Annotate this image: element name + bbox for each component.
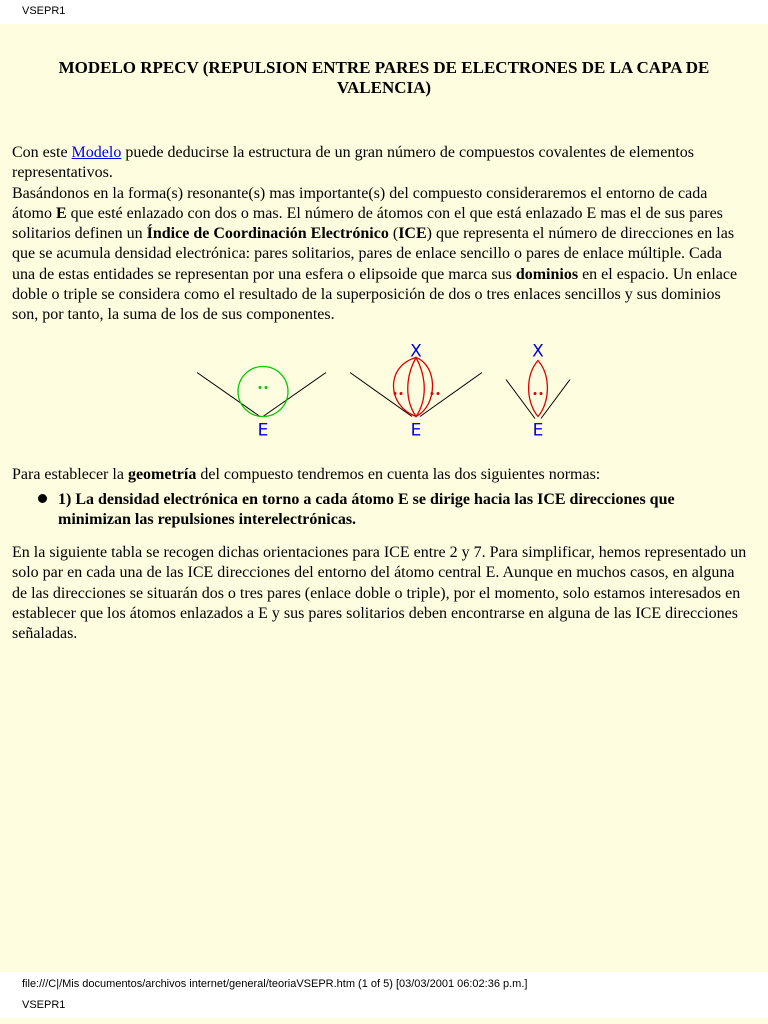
bond-line-left [350, 373, 412, 417]
body-text: del compuesto tendremos en cuenta las dos siguientes normas: [196, 466, 601, 483]
page-title: MODELO RPECV (REPULSION ENTRE PARES DE ELECTRONES DE LA CAPA DE VALENCIA) [58, 58, 710, 97]
domain-diagram [190, 341, 580, 439]
double-bond-domain-figure [350, 342, 482, 440]
lone-pair-sphere [238, 367, 288, 417]
bond-line-right [263, 373, 326, 417]
intro-paragraph [12, 143, 747, 326]
ice-term: ICE [398, 225, 427, 243]
body-text: ( [388, 225, 399, 243]
atom-e-label: E [410, 420, 422, 439]
bond-line-right [420, 373, 482, 417]
electron-dot [437, 392, 440, 395]
electron-dot [400, 392, 403, 395]
atom-e-label: E [532, 420, 544, 439]
bond-domain [529, 361, 548, 417]
list-bullet [38, 494, 47, 503]
body-text: ) que representa el número de direcciones en las que se acumula densidad electrónica: pares solitarios, pares de enlace sencillo o pares de enlace múltiple. Cada una de estas entidades se representan por una esfera o elipsoide que marca sus [12, 225, 735, 283]
atom-e-label: E [257, 420, 269, 439]
bond-line-left [197, 373, 260, 417]
body-text: que esté enlazado con dos o mas. El número de átomos con el que está enlazado E mas el de sus pares solitarios definen un [12, 204, 723, 243]
electron-dot [394, 392, 397, 395]
intro-text-cont: puede deducirse la estructura de un gran número de compuestos covalentes de elementos representativos. [12, 144, 695, 182]
dominios-term: dominios [515, 265, 579, 283]
print-footer-path: file:///C|/Mis documentos/archivos internet/general/teoriaVSEPR.htm (1 of 5) [03/03/2001 06:02:36 p.m.] [22, 978, 528, 990]
body-text: Basándonos en la forma(s) resonante(s) mas importante(s) del compuesto consideraremos el entorno de cada átomo [12, 184, 708, 222]
atom-x-label: X [532, 341, 544, 362]
geometria-term: geometría [127, 466, 197, 483]
bond-line-right [541, 380, 570, 419]
body-text: en el espacio. Un enlace doble o triple se considera como el resultado de la superposición de dos o tres enlaces sencillos y sus dominios son, por tanto, la suma de los de sus componentes. [12, 265, 738, 324]
document-page [0, 24, 768, 972]
rule-1-item: 1) La densidad electrónica en torno a cada átomo E se dirige hacia las ICE direcciones que minimizan las repulsiones interelectrónicas. [58, 491, 675, 529]
electron-dot [265, 386, 268, 389]
single-bond-domain-figure [506, 342, 570, 440]
electron-dot [540, 392, 543, 395]
print-header-title: VSEPR1 [22, 5, 66, 17]
electron-dot [259, 386, 262, 389]
bond-line-left [506, 380, 535, 419]
ice-term-full: Índice de Coordinación Electrónico [146, 225, 389, 243]
next-page-header-title: VSEPR1 [22, 999, 66, 1011]
table-description-paragraph: En la siguiente tabla se recogen dichas orientaciones para ICE entre 2 y 7. Para simplificar, hemos representado un solo par en cada una de las ICE direcciones del entorno del átomo central E. Aunque en muchos casos, en alguna de las direcciones se situarán dos o tres pares (enlace doble o triple), por el momento, solo estamos interesados en establecer que los átomos enlazados a E y sus pares solitarios deben encontrarse en alguna de las ICE direcciones señaladas. [12, 544, 747, 643]
next-page-edge [0, 1018, 768, 1024]
bond-domain-inner [408, 358, 425, 417]
body-text: Para establecer la [12, 466, 128, 483]
lone-pair-domain-figure [197, 367, 326, 440]
modelo-link[interactable]: Modelo [71, 144, 122, 161]
electron-dot [534, 392, 537, 395]
electron-dot [431, 392, 434, 395]
geometry-paragraph [12, 465, 747, 485]
intro-text: Con este [12, 144, 72, 161]
atom-x-label: X [410, 341, 422, 362]
atom-e-term: E [56, 204, 67, 222]
